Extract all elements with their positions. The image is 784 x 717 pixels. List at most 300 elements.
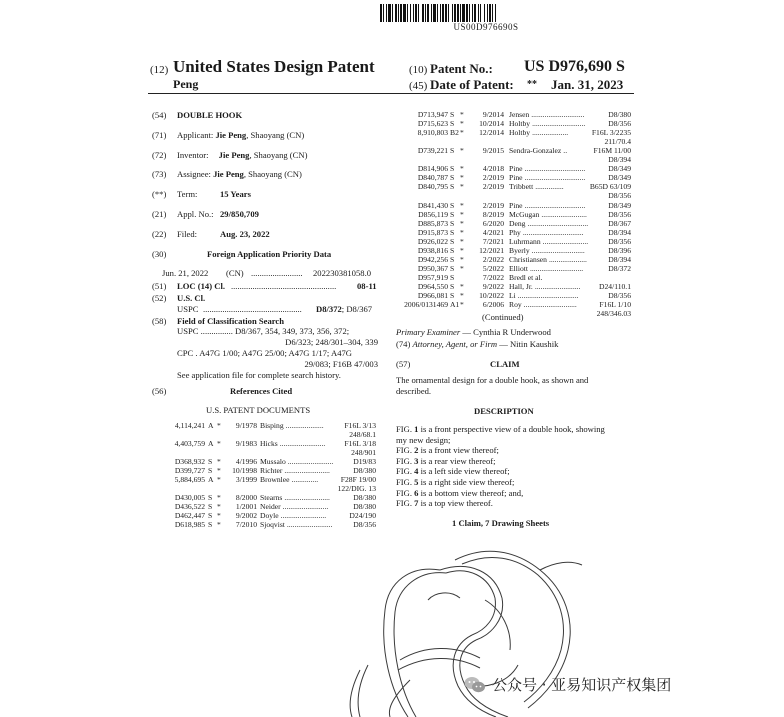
reference-kind: A <box>208 439 214 448</box>
code-term: (**) <box>152 189 167 199</box>
reference-num: D950,367 <box>417 263 448 273</box>
uspc-dots: .............................................. <box>203 304 302 314</box>
reference-name-text: Richter <box>260 466 283 475</box>
reference-date: 10/2014 <box>479 119 504 129</box>
code-30: (30) <box>152 249 167 259</box>
reference-date: 9/2014 <box>482 110 504 119</box>
reference-star: * <box>460 281 464 291</box>
reference-num: D840,787 <box>417 173 448 183</box>
reference-name-text: Sjoqvist <box>260 520 285 529</box>
reference-name-text: Holtby <box>509 119 531 129</box>
assignee-label: Assignee: <box>177 169 211 179</box>
priority-number: 202230381058.0 <box>313 268 372 278</box>
description-fig-text: is a bottom view thereof; and, <box>418 487 524 498</box>
reference-kind: S <box>450 281 455 291</box>
description-line <box>396 466 510 477</box>
reference-cls: D8/372 <box>608 263 631 273</box>
reference-dots: .............. <box>291 475 319 484</box>
claim-line2: described. <box>396 386 432 396</box>
reference-name-text: McGugan <box>509 209 540 219</box>
description-fig-prefix: FIG. <box>396 477 415 487</box>
reference-name-cell <box>509 182 564 191</box>
reference-dots: ............... <box>535 182 564 192</box>
reference-star: * <box>460 146 464 156</box>
reference-num: D368,932 <box>174 457 205 466</box>
description-fig-text: is a front perspective view of a double hook, showing <box>418 424 605 434</box>
code-58: (58) <box>152 316 167 326</box>
wechat-icon <box>464 676 486 694</box>
reference-cls: D24/190 <box>349 511 376 520</box>
reference-cls: F16M 11/00 <box>593 146 631 156</box>
continued-note: (Continued) <box>482 312 524 322</box>
date-of-patent-label: Date of Patent: <box>430 77 514 92</box>
date-stars: ** <box>527 79 537 90</box>
code-71: (71) <box>152 130 167 140</box>
class-search-line5: See application file for complete search history. <box>177 370 341 380</box>
reference-cls: D8/356 <box>608 291 631 300</box>
inventor-field <box>177 150 307 161</box>
header-rule <box>148 93 634 94</box>
reference-name-text: Deng <box>509 218 526 228</box>
code-52: (52) <box>152 293 167 303</box>
foreign-priority-heading: Foreign Application Priority Data <box>207 249 332 259</box>
reference-cls: F16L 1/10 <box>599 300 631 310</box>
reference-cls: D8/380 <box>353 502 376 511</box>
classification-search-heading: Field of Classification Search <box>177 316 285 326</box>
reference-name-text: Li <box>509 291 516 300</box>
claim-heading: CLAIM <box>490 359 520 369</box>
reference-kind: S <box>208 466 213 475</box>
reference-num: D713,947 <box>417 110 448 119</box>
design-title: DOUBLE HOOK <box>177 110 243 120</box>
reference-num: D436,522 <box>174 502 205 511</box>
code-45: (45) <box>409 80 428 92</box>
description-fig-number: 1 <box>414 424 419 434</box>
patent-no-label: Patent No.: <box>430 61 493 76</box>
reference-num: D399,727 <box>174 466 205 475</box>
code-72: (72) <box>152 150 167 160</box>
reference-kind: S <box>450 173 455 183</box>
reference-cls2: 211/70.4 <box>604 137 631 147</box>
uspc-rest: ; D8/367 <box>341 304 373 314</box>
reference-name-text: Luhrmann <box>509 236 541 246</box>
reference-star: * <box>217 493 221 502</box>
reference-cls: D19/83 <box>353 457 376 466</box>
reference-date: 12/2021 <box>479 245 504 255</box>
reference-name-text: Bisping <box>260 421 284 430</box>
reference-dots: ................................ <box>517 291 579 300</box>
us-patent-documents-heading: U.S. PATENT DOCUMENTS <box>206 405 311 415</box>
reference-cls: F16L 3/13 <box>344 421 376 430</box>
code-73: (73) <box>152 169 167 179</box>
reference-cls: D8/356 <box>608 236 631 246</box>
reference-kind: S <box>450 291 455 300</box>
primary-examiner-name: Cynthia R Underwood <box>473 327 551 337</box>
description-line <box>396 477 514 488</box>
reference-num: 8,910,803 <box>417 128 448 138</box>
term-label: Term: <box>177 189 198 199</box>
inventor-label: Inventor: <box>177 150 209 160</box>
reference-cls2: 248/346.03 <box>596 309 631 319</box>
description-line <box>396 424 605 435</box>
reference-kind: A <box>208 421 214 430</box>
reference-kind: S <box>450 110 455 119</box>
reference-kind: S <box>450 218 455 228</box>
reference-star: * <box>217 439 221 448</box>
reference-star: * <box>460 245 464 255</box>
reference-name-cell <box>509 128 568 137</box>
reference-star: * <box>460 173 464 183</box>
reference-dots: ................................ <box>524 200 586 210</box>
barcode-bar <box>495 4 496 22</box>
reference-star: * <box>460 218 464 228</box>
reference-cls: D8/349 <box>608 173 631 183</box>
assignee-name: Jie Peng <box>213 169 244 179</box>
reference-date: 5/2022 <box>482 263 504 273</box>
reference-kind: S <box>450 245 455 255</box>
reference-dots: ............................ <box>531 110 585 119</box>
reference-date: 7/2022 <box>482 272 504 282</box>
reference-kind: S <box>450 146 455 156</box>
reference-dots: ................................ <box>527 218 589 228</box>
reference-num: 5,884,695 <box>174 475 205 484</box>
reference-name-text: Pine <box>509 173 523 183</box>
code-56: (56) <box>152 386 167 396</box>
reference-num: D840,795 <box>417 182 448 192</box>
reference-name-text: Hicks <box>260 439 278 448</box>
reference-date: 12/2014 <box>479 128 504 138</box>
description-fig-text: is a top view thereof. <box>418 498 493 509</box>
reference-cls: D8/367 <box>608 218 631 228</box>
reference-star: * <box>460 263 464 273</box>
reference-star: * <box>460 291 464 300</box>
reference-kind: S <box>208 493 213 502</box>
reference-dots: ................................ <box>524 173 586 183</box>
assignee-place: , Shaoyang (CN) <box>243 169 302 179</box>
reference-date: 9/1978 <box>235 421 257 430</box>
code-57: (57) <box>396 359 411 369</box>
reference-dots: ................... <box>532 128 569 138</box>
reference-num: D964,550 <box>417 281 448 291</box>
reference-kind: S <box>450 200 455 210</box>
reference-star: * <box>460 300 464 310</box>
reference-name-text: Christiansen <box>509 254 547 264</box>
applicant-label: Applicant: <box>177 130 214 140</box>
filed-value: Aug. 23, 2022 <box>220 229 270 239</box>
uspc-value <box>316 304 372 315</box>
description-fig-prefix: FIG. <box>396 466 415 477</box>
code-22: (22) <box>152 229 167 239</box>
reference-kind: S <box>450 236 455 246</box>
reference-dots: ........................ <box>287 457 334 466</box>
claims-sheets-summary: 1 Claim, 7 Drawing Sheets <box>452 518 550 528</box>
reference-name-text: Byerly <box>509 245 530 255</box>
reference-kind: S <box>208 502 213 511</box>
reference-date: 9/1983 <box>235 439 257 448</box>
description-line <box>396 456 496 467</box>
reference-dots: ........................ <box>286 520 333 529</box>
reference-name-text: Pine <box>509 200 523 210</box>
reference-dots: ............................ <box>523 300 577 310</box>
reference-date: 2/2022 <box>482 254 504 264</box>
reference-kind: S <box>450 119 455 129</box>
reference-dots: ........................ <box>534 281 581 291</box>
appl-no-label: Appl. No.: <box>177 209 214 219</box>
description-fig-prefix: FIG. <box>396 498 415 509</box>
reference-date: 9/2022 <box>482 281 504 291</box>
description-fig-prefix: FIG. <box>396 455 415 466</box>
description-fig-text: is a right side view thereof; <box>418 477 515 487</box>
reference-star: * <box>460 200 464 210</box>
reference-date: 2/2019 <box>482 173 504 183</box>
reference-name-text: Bredl et al. <box>509 272 543 282</box>
claim-line1: The ornamental design for a double hook, as shown and <box>396 375 589 385</box>
reference-dots: ........................ <box>284 466 330 475</box>
description-fig-number: 7 <box>414 498 419 509</box>
reference-date: 2/2019 <box>482 182 504 192</box>
reference-star: * <box>460 164 464 174</box>
reference-date: 8/2019 <box>482 209 504 219</box>
term-value: 15 Years <box>220 189 251 199</box>
reference-name-text: Hall, Jr. <box>509 281 533 291</box>
reference-star: * <box>217 520 221 529</box>
reference-num: 4,403,759 <box>174 439 205 448</box>
assignee-field <box>177 169 302 180</box>
attorney-field <box>396 339 558 350</box>
reference-date: 10/2022 <box>479 291 504 300</box>
reference-num: D915,873 <box>417 227 448 237</box>
reference-cls2: D8/356 <box>608 191 631 201</box>
reference-date: 2/2019 <box>482 200 504 210</box>
reference-name-cell <box>509 146 567 155</box>
reference-date: 3/1999 <box>235 475 257 484</box>
reference-num: D856,119 <box>418 209 448 219</box>
reference-kind: S <box>208 520 213 529</box>
reference-kind: A1 <box>450 300 460 310</box>
uspc-main: D8/372 <box>316 304 342 314</box>
class-search-line4: 29/083; F16B 47/003 <box>304 359 378 369</box>
reference-kind: S <box>450 209 455 219</box>
attorney-label: Attorney, Agent, or Firm <box>412 339 498 349</box>
reference-name-text: Stearns <box>260 493 283 502</box>
reference-kind: S <box>450 227 455 237</box>
reference-num: D814,906 <box>417 164 448 174</box>
reference-name-text: Mussalo <box>260 457 286 466</box>
reference-cls: D8/380 <box>353 493 376 502</box>
reference-star: * <box>460 128 464 138</box>
reference-name-text: Holtby <box>509 128 531 138</box>
reference-dots: ........................ <box>282 502 329 511</box>
reference-name-text: Elliott <box>509 263 528 273</box>
reference-dots: ................................ <box>524 164 586 174</box>
description-fig-text: is a rear view thereof; <box>418 455 496 466</box>
code-12: (12) <box>150 64 169 76</box>
code-74: (74) <box>396 339 411 349</box>
reference-cls: D24/110.1 <box>599 281 631 291</box>
reference-star: * <box>460 119 464 129</box>
reference-num: 4,114,241 <box>174 421 205 430</box>
reference-num: 2006/0131469 <box>404 300 448 310</box>
description-fig-number: 6 <box>414 487 419 498</box>
reference-dots: ................................ <box>522 227 584 237</box>
watermark-text: 公众号 · 亚易知识产权集团 <box>492 676 672 694</box>
reference-cls: D8/394 <box>608 227 631 237</box>
reference-num: D926,022 <box>417 236 448 246</box>
uspc-label: USPC <box>177 304 199 314</box>
reference-star: * <box>217 466 221 475</box>
reference-cls: D8/394 <box>608 254 631 264</box>
class-search-line2: D6/323; 248/301–304, 339 <box>285 337 378 347</box>
code-51: (51) <box>152 281 167 291</box>
reference-date: 7/2010 <box>235 520 257 529</box>
reference-star: * <box>460 236 464 246</box>
reference-kind: S <box>450 182 455 192</box>
primary-examiner-label: Primary Examiner <box>396 327 461 337</box>
reference-dots: ........................ <box>541 209 587 219</box>
reference-date: 4/2021 <box>482 227 504 237</box>
reference-cls: D8/356 <box>608 119 631 129</box>
description-line <box>396 488 523 499</box>
reference-num: D942,256 <box>417 254 448 264</box>
reference-date: 10/1998 <box>232 466 257 475</box>
reference-num: D462,447 <box>174 511 205 520</box>
reference-cls: D8/380 <box>608 110 631 119</box>
reference-name-text: Jensen <box>509 110 530 119</box>
reference-dots: ............................ <box>529 263 584 273</box>
primary-examiner <box>396 327 551 338</box>
reference-kind: S <box>450 254 455 264</box>
reference-star: * <box>217 475 221 484</box>
reference-name-text: Roy <box>509 300 522 310</box>
loc-dots: ................................................. <box>231 281 337 291</box>
reference-star: * <box>460 227 464 237</box>
description-fig-prefix: FIG. <box>396 487 415 498</box>
reference-date: 4/2018 <box>482 164 504 174</box>
priority-dots: ........................ <box>251 268 303 278</box>
reference-star: * <box>217 511 221 520</box>
reference-date: 4/1996 <box>235 457 257 466</box>
reference-cls2: 248/68.1 <box>349 430 376 439</box>
class-search-line1: USPC ............... D8/367, 354, 349, 373, 356, 372; <box>177 326 350 336</box>
date-of-patent: Jan. 31, 2023 <box>551 77 624 92</box>
reference-name-cell <box>509 273 545 282</box>
barcode-number: US00D976690S <box>453 22 519 32</box>
reference-num: D618,985 <box>174 520 205 529</box>
reference-dots: ............................ <box>531 245 585 255</box>
reference-cls: F16L 3/2235 <box>591 128 631 138</box>
reference-date: 6/2020 <box>482 218 504 228</box>
description-fig-text: is a left side view thereof; <box>418 466 510 477</box>
reference-cls2: D8/394 <box>608 155 631 165</box>
reference-star: * <box>217 457 221 466</box>
reference-star: * <box>460 110 464 119</box>
reference-kind: S <box>450 164 455 174</box>
loc-label: LOC (14) Cl. <box>177 281 225 291</box>
reference-num: D966,081 <box>417 291 448 300</box>
barcode <box>380 4 592 22</box>
description-fig-prefix: FIG. <box>396 445 415 456</box>
primary-examiner-dash: — <box>460 327 474 337</box>
reference-dots: ............................ <box>532 119 586 129</box>
applicant-field <box>177 130 304 141</box>
reference-name-text: Brownlee <box>260 475 290 484</box>
reference-kind: S <box>450 272 455 282</box>
reference-name-text: Tribbett <box>509 182 534 192</box>
patent-number: US D976,690 S <box>524 58 625 75</box>
inventor-place: , Shaoyang (CN) <box>249 150 308 160</box>
code-54: (54) <box>152 110 167 120</box>
reference-cls: D8/349 <box>608 164 631 174</box>
reference-kind: S <box>450 263 455 273</box>
appl-no-value: 29/850,709 <box>220 209 259 219</box>
reference-star: * <box>217 421 221 430</box>
reference-name-text: Sendra-Gonzalez <box>509 146 562 156</box>
class-search-line3: CPC . A47G 1/00; A47G 25/00; A47G 1/17; A47G <box>177 348 352 358</box>
code-21: (21) <box>152 209 167 219</box>
reference-num: D430,005 <box>174 493 205 502</box>
description-fig-text: is a front view thereof; <box>418 445 499 456</box>
references-cited-heading: References Cited <box>230 386 293 396</box>
reference-cls: D8/396 <box>608 245 631 255</box>
reference-star: * <box>460 182 464 192</box>
patent-type-title: United States Design Patent <box>173 57 375 76</box>
reference-star: * <box>460 254 464 264</box>
reference-star: * <box>460 209 464 219</box>
description-fig-text: my new design; <box>396 434 451 445</box>
reference-num: D715,623 <box>417 119 448 129</box>
reference-dots: .................... <box>285 421 324 430</box>
description-line <box>396 498 493 509</box>
reference-dots: .................... <box>548 254 587 264</box>
inventor-surname: Peng <box>173 77 199 91</box>
reference-cls: D8/356 <box>608 209 631 219</box>
attorney-name: Nitin Kaushik <box>509 339 559 349</box>
reference-dots: .. <box>563 146 568 156</box>
reference-star: * <box>217 502 221 511</box>
description-fig-number: 3 <box>414 455 419 466</box>
reference-kind: A <box>208 475 214 484</box>
reference-cls2: 122/DIG. 13 <box>337 484 376 493</box>
priority-date: Jun. 21, 2022 <box>162 268 209 278</box>
reference-date: 9/2002 <box>235 511 257 520</box>
reference-date: 9/2015 <box>482 146 504 156</box>
reference-name-text: Neider <box>260 502 281 511</box>
reference-kind: B2 <box>450 128 459 138</box>
reference-name-text: Pine <box>509 164 523 174</box>
reference-date: 6/2006 <box>482 300 504 310</box>
reference-cls: D8/380 <box>353 466 376 475</box>
reference-date: 7/2021 <box>482 236 504 246</box>
us-cl-label: U.S. Cl. <box>177 293 206 303</box>
reference-num: D938,816 <box>417 245 448 255</box>
code-10: (10) <box>409 64 428 76</box>
reference-cls: F16L 3/18 <box>344 439 376 448</box>
reference-dots: ........................ <box>284 493 330 502</box>
filed-label: Filed: <box>177 229 198 239</box>
reference-num: D957,919 <box>417 272 448 282</box>
reference-name-text: Doyle <box>260 511 279 520</box>
inventor-name: Jie Peng <box>218 150 250 160</box>
loc-value: 08-11 <box>357 281 377 291</box>
applicant-name: Jie Peng <box>215 130 247 140</box>
reference-name-text: Phy <box>509 227 521 237</box>
reference-num: D885,873 <box>417 218 448 228</box>
reference-cls: D8/349 <box>608 200 631 210</box>
reference-date: 1/2001 <box>235 502 257 511</box>
reference-cls: F28F 19/00 <box>340 475 376 484</box>
reference-cls: D8/356 <box>353 520 376 529</box>
reference-date: 8/2000 <box>235 493 257 502</box>
